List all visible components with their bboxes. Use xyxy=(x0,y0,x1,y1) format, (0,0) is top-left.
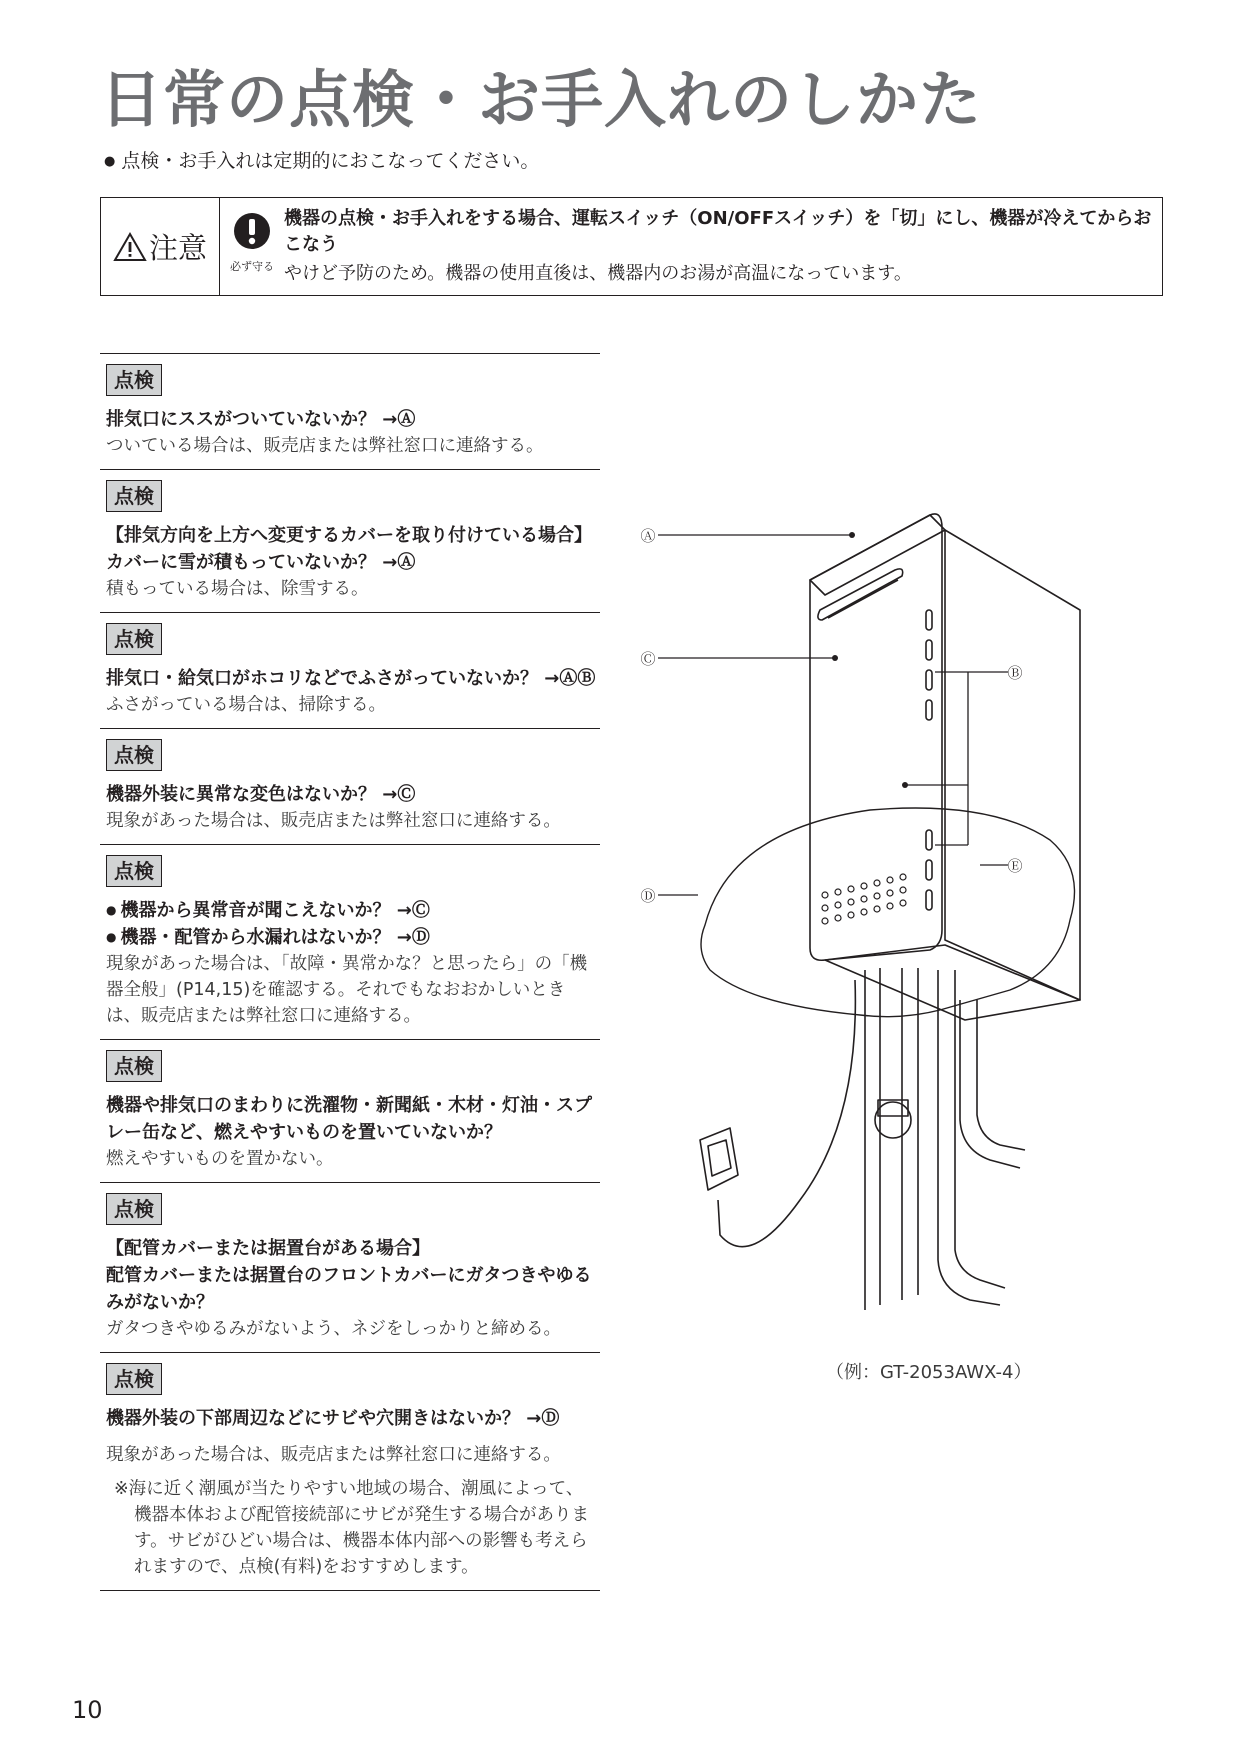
must-follow xyxy=(227,212,277,274)
check-badge: 点検 xyxy=(106,855,162,887)
check-badge: 点検 xyxy=(106,623,162,655)
check-section xyxy=(100,845,600,1040)
check-section xyxy=(100,1183,600,1353)
exclamation-circle-icon xyxy=(233,212,271,250)
check-badge: 点検 xyxy=(106,1363,162,1395)
water-heater-illustration xyxy=(640,500,1160,1340)
label-a: Ⓐ xyxy=(640,527,656,545)
caution-instruction: 機器の点検・お手入れをする場合、運転スイッチ（ON/OFFスイッチ）を「切」にし、機器が冷えてからおこなう xyxy=(284,208,1152,255)
check-question: 配管カバーまたは据置台のフロントカバーにガタつきやゆるみがないか？ xyxy=(106,1265,592,1313)
check-section xyxy=(100,354,600,470)
check-section xyxy=(100,1040,600,1183)
check-section xyxy=(100,613,600,729)
figure-caption: （例：GT-2053AWX-4） xyxy=(826,1362,1032,1383)
check-section xyxy=(100,470,600,613)
must-caption: 必ず守る xyxy=(230,260,274,273)
check-note: ※海に近く潮風が当たりやすい地域の場合、潮風によって、機器本体および配管接続部にサビが発生する場合があります。サビがひどい場合は、機器本体内部への影響も考えられますので、点検(有料)をおすすめします。 xyxy=(114,1479,589,1577)
page-title: 日常の点検・お手入れのしかた xyxy=(100,63,983,136)
bullet-icon: ● xyxy=(104,154,116,169)
water-heater-drawing xyxy=(640,500,1160,1340)
check-question: 機器や排気口のまわりに洗濯物・新聞紙・木材・灯油・スプレー缶など、燃えやすいものを置いていないか？ xyxy=(106,1095,592,1143)
label-d: Ⓓ xyxy=(640,887,656,905)
caution-box xyxy=(100,197,1163,296)
check-answer: 燃えやすいものを置かない。 xyxy=(106,1149,334,1169)
intro-text: 点検・お手入れは定期的におこなってください。 xyxy=(121,150,540,172)
check-question: ● 機器・配管から水漏れはないか？ →Ⓓ xyxy=(106,924,596,951)
check-badge: 点検 xyxy=(106,364,162,396)
check-question: 排気口・給気口がホコリなどでふさがっていないか？ →ⒶⒷ xyxy=(106,668,596,689)
check-list xyxy=(100,353,600,1591)
check-answer: ガタつきやゆるみがないよう、ネジをしっかりと締める。 xyxy=(106,1319,561,1339)
label-b: Ⓑ xyxy=(1007,664,1023,682)
check-section xyxy=(100,729,600,845)
check-section xyxy=(100,1353,600,1591)
check-question: 排気口にススがついていないか？ →Ⓐ xyxy=(106,409,416,430)
check-question: カバーに雪が積もっていないか？ →Ⓐ xyxy=(106,552,416,573)
check-answer: 現象があった場合は、販売店または弊社窓口に連絡する。 xyxy=(106,1445,561,1465)
check-condition: 【配管カバーまたは据置台がある場合】 xyxy=(106,1238,430,1259)
check-question: 機器外装の下部周辺などにサビや穴開きはないか？ →Ⓓ xyxy=(106,1408,560,1429)
caution-reason: やけど予防のため。機器の使用直後は、機器内のお湯が高温になっています。 xyxy=(284,263,912,284)
check-answer: ついている場合は、販売店または弊社窓口に連絡する。 xyxy=(106,436,544,456)
label-c: Ⓒ xyxy=(640,650,656,668)
caution-label-text: 注意 xyxy=(148,231,207,265)
check-badge: 点検 xyxy=(106,480,162,512)
intro-note xyxy=(104,146,539,173)
check-answer: ふさがっている場合は、掃除する。 xyxy=(106,695,386,715)
check-badge: 点検 xyxy=(106,1193,162,1225)
page-number: 10 xyxy=(72,1696,103,1724)
label-e: Ⓔ xyxy=(1007,857,1023,875)
check-answer: 現象があった場合は、販売店または弊社窓口に連絡する。 xyxy=(106,811,561,831)
check-badge: 点検 xyxy=(106,739,162,771)
check-badge: 点検 xyxy=(106,1050,162,1082)
check-question: ● 機器から異常音が聞こえないか？ →Ⓒ xyxy=(106,897,596,924)
check-question: 機器外装に異常な変色はないか？ →Ⓒ xyxy=(106,784,416,805)
check-condition: 【排気方向を上方へ変更するカバーを取り付けている場合】 xyxy=(106,525,592,546)
warning-triangle-icon xyxy=(113,232,147,262)
check-answer: 現象があった場合は、「故障・異常かな？と思ったら」の「機器全般」(P14,15)を確認する。それでもなおおかしいときは、販売店または弊社窓口に連絡する。 xyxy=(106,954,588,1026)
caution-label xyxy=(101,198,220,295)
check-answer: 積もっている場合は、除雪する。 xyxy=(106,579,369,599)
